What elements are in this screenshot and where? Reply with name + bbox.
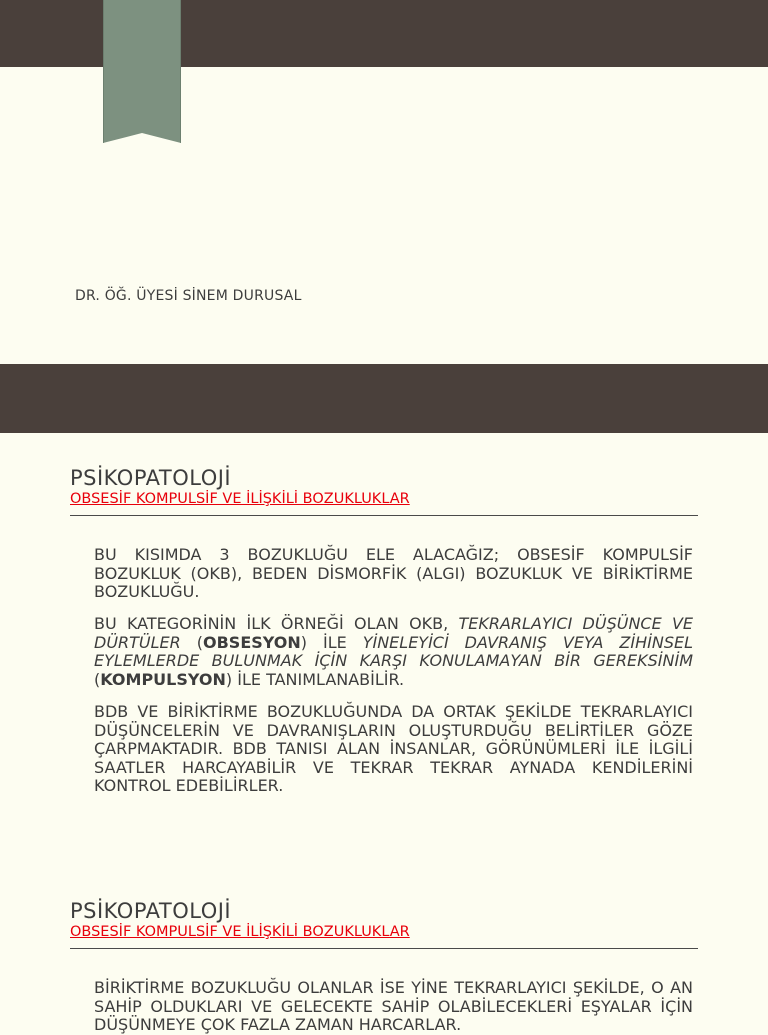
author-name: DR. ÖĞ. ÜYESİ SİNEM DURUSAL: [75, 288, 302, 304]
slide2-paragraph-1: BİRİKTİRME BOZUKLUĞU OLANLAR İSE YİNE TEKRARLAYICI ŞEKİLDE, O AN SAHİP OLDUKLARI VE GELECEKTE SAHİP OLABİLECEKLERİ EŞYALAR İÇİN DÜŞÜNMEYE ÇOK FAZLA ZAMAN HARCARLAR.: [94, 978, 693, 1034]
obsession-definition: TEKRARLAYICI DÜŞÜNCE VE DÜRTÜLER: [94, 614, 693, 652]
slide1-title: PSİKOPATOLOJİ: [70, 466, 232, 490]
cover-bottom-band: [0, 364, 768, 433]
slide1-paragraph-3: BDB VE BİRİKTİRME BOZUKLUĞUNDA DA ORTAK ŞEKİLDE TEKRARLAYICI DÜŞÜNCELERİN VE DAVRANIŞLARIN OLUŞTURDUĞU BELİRTİLER GÖZE ÇARPMAKTADIR. BDB TANISI ALAN İNSANLAR, GÖRÜNÜMLERİ İLE İLGİLİ SAATLER HARCAYABİLİR VE TEKRAR TEKRAR AYNADA KENDİLERİNİ KONTROL EDEBİLİRLER.: [94, 702, 693, 795]
slide1-subtitle: OBSESİF KOMPULSİF VE İLİŞKİLİ BOZUKLUKLAR: [70, 491, 410, 507]
obsession-term: OBSESYON: [203, 632, 301, 652]
bookmark-ribbon: [103, 0, 181, 143]
slide1-paragraph-2: BU KATEGORİNİN İLK ÖRNEĞİ OLAN OKB, TEKRARLAYICI DÜŞÜNCE VE DÜRTÜLER (OBSESYON) İLE YİNELEYİCİ DAVRANIŞ VEYA ZİHİNSEL EYLEMLERDE BULUNMAK İÇİN KARŞI KONULAMAYAN BİR GEREKSİNİM (KOMPULSYON) İLE TANIMLANABİLİR.: [94, 614, 694, 689]
slide1-divider: [70, 515, 698, 516]
compulsion-definition: YİNELEYİCİ DAVRANIŞ VEYA ZİHİNSEL EYLEMLERDE BULUNMAK İÇİN KARŞI KONULAMAYAN BİR GEREKSİNİM: [94, 632, 694, 670]
slide2-title: PSİKOPATOLOJİ: [70, 899, 232, 923]
compulsion-term: KOMPULSYON: [100, 669, 226, 689]
slide2-subtitle: OBSESİF KOMPULSİF VE İLİŞKİLİ BOZUKLUKLAR: [70, 924, 410, 940]
slide1-paragraph-1: BU KISIMDA 3 BOZUKLUĞU ELE ALACAĞIZ; OBSESİF KOMPULSİF BOZUKLUK (OKB), BEDEN DİSMORFİK (ALGI) BOZUKLUK VE BİRİKTİRME BOZUKLUĞU.: [94, 545, 693, 601]
slide2-divider: [70, 948, 698, 949]
